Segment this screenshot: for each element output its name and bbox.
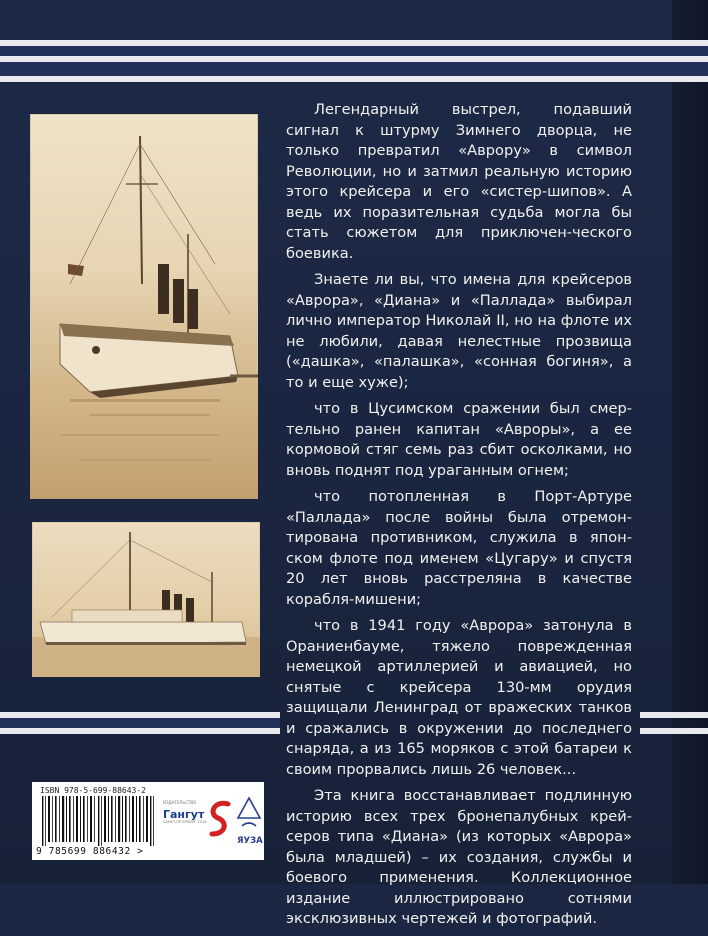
eksmo-logo-icon [204, 796, 236, 840]
paragraph-6: Эта книга восстанавливает подлинную историю всех трех бронепалубных крей-серов типа «Диана» (из которых «Аврора» была младшей) – их создания, службы и боевого применения. Коллекционное издание иллюстрировано сотнями эксклюзивных чертежей и фотографий. [286, 787, 632, 927]
mid-stripe-white-2 [0, 728, 280, 734]
yauza-label: ЯУЗА [237, 836, 263, 846]
isbn-text: ISBN 978-5-699-88643-2 [40, 786, 146, 795]
gangut-logo: Гангут [163, 808, 205, 821]
top-stripe-navy-2 [0, 62, 708, 76]
barcode-digits: 9 785699 886432 > [36, 846, 144, 857]
mid-stripe-navy [0, 718, 280, 728]
gangut-tagline: ИЗДАТЕЛЬСТВО [163, 800, 197, 805]
top-stripe-navy [0, 46, 708, 56]
isbn-barcode-block [32, 782, 264, 860]
cruiser-photo-large [30, 114, 258, 499]
mid-stripe-white-right [640, 712, 708, 718]
spine-edge [672, 0, 708, 884]
yauza-logo-icon [236, 796, 262, 836]
cruiser-illustration-large [30, 114, 258, 499]
paragraph-5: что в 1941 году «Аврора» затонула в Ораниенбауме, тяжело поврежденная немецкой артиллерией и авиацией, но снятые с крейсера 130-мм орудия защищали Ленинград от вражеских танков и сражались в окружении до последнего снаряда, а из 165 моряков с этой батареи к своим прорвались лишь 26 человек... [286, 617, 632, 778]
back-cover-text [286, 100, 632, 936]
gangut-city: САНКТ-ПЕТЕРБУРГ 2016 [163, 820, 207, 824]
paragraph-2: Знаете ли вы, что имена для крейсеров «Аврора», «Диана» и «Паллада» выбирал лично император Николай II, но на флоте их не любили, давая нелестные прозвища («дашка», «палашка», «сонная богиня», а то и еще хуже); [286, 271, 632, 391]
barcode-icon [40, 796, 160, 846]
mid-stripe-white-right-2 [640, 728, 708, 734]
cruiser-illustration-small [32, 522, 260, 677]
cruiser-photo-small [32, 522, 260, 677]
paragraph-4: что потопленная в Порт-Артуре «Паллада» после войны была отремон-тирована противником, служила в япон-ском флоте под именем «Цугару» и спустя 20 лет вновь расстреляна в качестве корабля-мишени; [286, 488, 632, 608]
top-stripe-white-3 [0, 76, 708, 82]
paragraph-3: что в Цусимском сражении был смер-тельно ранен капитан «Авроры», а ее кормовой стяг семь раз сбит осколками, но вновь поднят под ураганным огнем; [286, 400, 632, 479]
paragraph-1: Легендарный выстрел, подавший сигнал к штурму Зимнего дворца, не только превратил «Аврору» в символ Революции, но и затмил реальную историю этого крейсера и его «систер-шипов». А ведь их поразительная судьба могла бы стать сюжетом для приключен-ческого боевика. [286, 101, 632, 262]
